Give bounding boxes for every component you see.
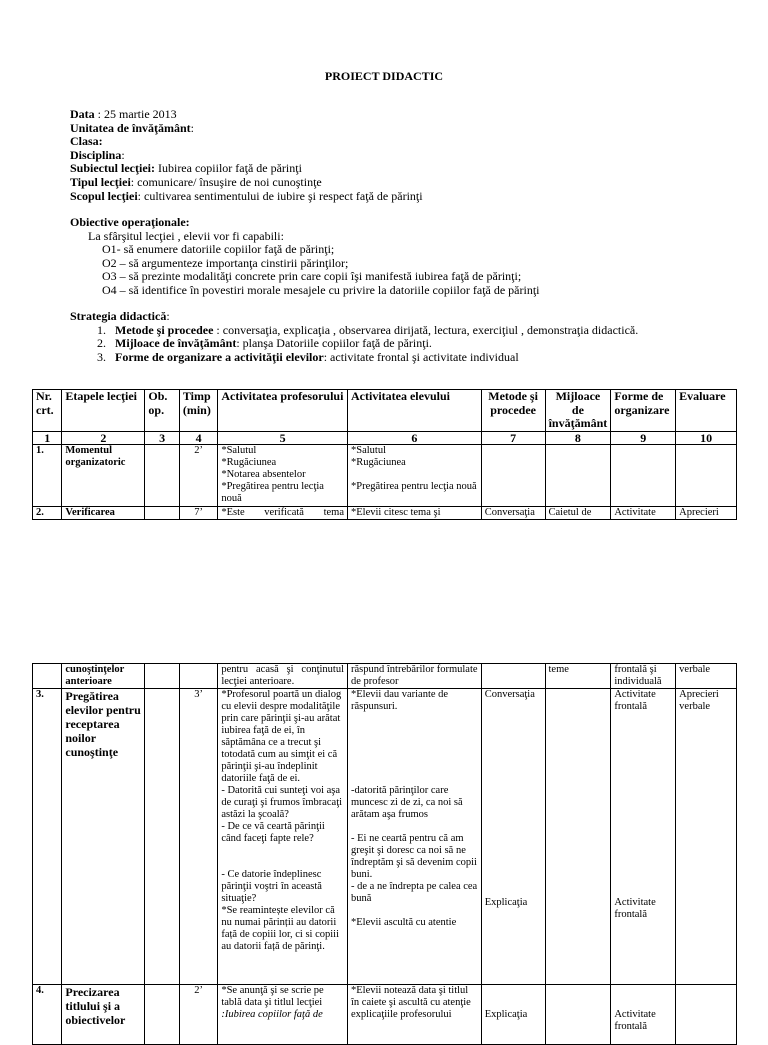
meta-discipline: Disciplina:	[70, 147, 125, 162]
student-activity: *Elevii citesc tema şi	[348, 506, 482, 519]
strategy-section	[70, 310, 750, 364]
document-title: PROIECT DIDACTIC	[324, 69, 444, 83]
col-number: 6	[348, 431, 482, 444]
objective-item: O1- să enumere datoriile copiilor faţă de părinţi;	[102, 242, 335, 257]
header-forms: Forme de organizare	[611, 390, 676, 432]
time-cell: 3’	[179, 689, 217, 985]
forms-cell: Activitate frontală	[611, 985, 676, 1045]
stage-name: Verificarea	[62, 506, 145, 519]
table-row	[33, 985, 737, 1045]
methods-cell: Conversaţia Explicaţia	[481, 689, 545, 985]
forms-cell: Activitate frontală Activitate frontală	[611, 689, 676, 985]
meta-lesson-goal: Scopul lecţiei: cultivarea sentimentului de iubire şi respect faţă de părinţi	[70, 188, 423, 203]
strategy-heading: Strategia didactică:	[70, 309, 170, 323]
stage-name: cunoştinţelor anterioare	[62, 664, 145, 689]
time-cell: 7’	[179, 506, 217, 519]
objectives-section	[70, 216, 750, 298]
col-number: 5	[218, 431, 348, 444]
means-cell	[545, 985, 611, 1045]
header-nr: Nr. crt.	[33, 390, 62, 432]
header-teacher-activity: Activitatea profesorului	[218, 390, 348, 432]
table-row	[33, 506, 737, 519]
strategy-item: 1. Metode şi procedee : conversaţia, explicaţia , observarea dirijată, lectura, exerciţiul , demonstraţia didactică.	[97, 322, 639, 337]
table-row	[33, 444, 737, 506]
row-number: 4.	[33, 985, 62, 1045]
col-number: 10	[676, 431, 737, 444]
means-cell: Caietul de	[545, 506, 611, 519]
teacher-activity: pentru acasă şi conţinutul lecţiei anterioare.	[218, 664, 348, 689]
time-cell	[179, 664, 217, 689]
row-number: 2.	[33, 506, 62, 519]
student-activity: răspund întrebărilor formulate de profesor	[348, 664, 482, 689]
stage-name: Momentul organizatoric	[62, 444, 145, 506]
forms-cell	[611, 444, 676, 506]
evaluation-cell: verbale	[676, 664, 737, 689]
header-student-activity: Activitatea elevului	[348, 390, 482, 432]
lesson-metadata	[70, 108, 750, 203]
stage-name: Pregătirea elevilor pentru receptarea noilor cunoştinţe	[62, 689, 145, 985]
methods-cell	[481, 664, 545, 689]
objective-item: O2 – să argumenteze importanţa cinstirii părinţilor;	[102, 255, 349, 270]
table-header-row	[33, 390, 737, 432]
objective-item: O3 – să prezinte modalităţi concrete prin care copii îşi manifestă iubirea faţă de părinţi;	[102, 269, 522, 284]
objectives-heading: Obiective operaţionale:	[70, 215, 190, 229]
objective-cell	[145, 506, 179, 519]
forms-cell: Activitate	[611, 506, 676, 519]
means-cell	[545, 689, 611, 985]
student-activity: *Elevii notează data şi titlul în caiete şi ascultă cu atenţie explicaţiile profesorului	[348, 985, 482, 1045]
table-row	[33, 689, 737, 985]
teacher-activity: *Se anunţă şi se scrie pe tablă data şi titlul lecţiei :Iubirea copiilor faţă de	[218, 985, 348, 1045]
means-cell: teme	[545, 664, 611, 689]
header-evaluation: Evaluare	[676, 390, 737, 432]
col-number: 7	[481, 431, 545, 444]
teacher-activity: *Salutul *Rugăciunea *Notarea absentelor *Pregătirea pentru lecţia nouă	[218, 444, 348, 506]
objective-item: O4 – să identifice în povestiri morale mesajele cu privire la datoriile copiilor faţă de părinţi	[102, 282, 540, 297]
stage-name: Precizarea titlului şi a obiectivelor	[62, 985, 145, 1045]
objective-cell	[145, 664, 179, 689]
header-methods: Metode şi procedee	[481, 390, 545, 432]
column-number-row	[33, 431, 737, 444]
col-number: 1	[33, 431, 62, 444]
forms-cell: frontală şi individuală	[611, 664, 676, 689]
teacher-activity: *Este verificată tema	[218, 506, 348, 519]
table-row	[33, 664, 737, 689]
student-activity: *Salutul *Rugăciunea *Pregătirea pentru lecţia nouă	[348, 444, 482, 506]
meta-date: Data : 25 martie 2013	[70, 107, 177, 121]
col-number: 8	[545, 431, 611, 444]
row-number	[33, 664, 62, 689]
col-number: 9	[611, 431, 676, 444]
header-time: Timp (min)	[179, 390, 217, 432]
time-cell: 2’	[179, 985, 217, 1045]
row-number: 3.	[33, 689, 62, 985]
objective-cell	[145, 985, 179, 1045]
teacher-activity: *Profesorul poartă un dialog cu elevii despre modalităţile prin care părinţii şi-au arătat iubirea faţă de ei, în săptămâna ce a trecut şi totodată cum au simţit ei că părinţii şi-au îndeplinit datoriile faţă de ei. - Datorită cui sunteţi voi aşa de curaţi şi frumos îmbracaţi astăzi la şcoală? - De ce vă ceartă părinţii când faceţi fapte rele? - Ce datorie îndeplinesc părinţii voştri în această situaţie? *Se reamintește elevilor că nu numai părinții au datorii față de copiii lor, ci si copiii au datorii față de părinţi.	[218, 689, 348, 985]
time-cell: 2’	[179, 444, 217, 506]
means-cell	[545, 444, 611, 506]
col-number: 2	[62, 431, 145, 444]
strategy-item: 3. Forme de organizare a activităţii elevilor: activitate frontal şi activitate individual	[97, 349, 519, 364]
meta-class: Clasa:	[70, 134, 103, 149]
methods-cell: Conversaţia	[481, 506, 545, 519]
meta-subject: Subiectul lecţiei: Iubirea copiilor faţă de părinţi	[70, 161, 302, 176]
evaluation-cell: Aprecieri verbale	[676, 689, 737, 985]
objective-cell	[145, 444, 179, 506]
col-number: 3	[145, 431, 179, 444]
evaluation-cell	[676, 444, 737, 506]
header-objectives: Ob. op.	[145, 390, 179, 432]
methods-cell: Explicaţia	[481, 985, 545, 1045]
student-activity: *Elevii dau variante de răspunsuri. -datorită părinţilor care muncesc zi de zi, ca noi să arătam aşa frumos - Ei ne ceartă pentru că am greşit şi doresc ca noi să ne îndreptăm şi să devenim copii buni. - de a ne îndrepta pe calea cea bună *Elevii ascultă cu atentie	[348, 689, 482, 985]
methods-cell	[481, 444, 545, 506]
evaluation-cell	[676, 985, 737, 1045]
lesson-plan-table-continued	[32, 663, 737, 1045]
evaluation-cell: Aprecieri	[676, 506, 737, 519]
col-number: 4	[179, 431, 217, 444]
objectives-intro: La sfârşitul lecţiei , elevii vor fi capabili:	[88, 228, 284, 243]
strategy-item: 2. Mijloace de învăţământ: planşa Datoriile copiilor faţă de părinţi.	[97, 336, 432, 351]
header-means: Mijloace de învăţământ	[545, 390, 611, 432]
objective-cell	[145, 689, 179, 985]
row-number: 1.	[33, 444, 62, 506]
lesson-plan-table	[32, 389, 737, 520]
meta-lesson-type: Tipul lecţiei: comunicare/ însuşire de noi cunoştinţe	[70, 174, 322, 189]
meta-school: Unitatea de învăţământ:	[70, 120, 195, 135]
header-stages: Etapele lecţiei	[62, 390, 145, 432]
